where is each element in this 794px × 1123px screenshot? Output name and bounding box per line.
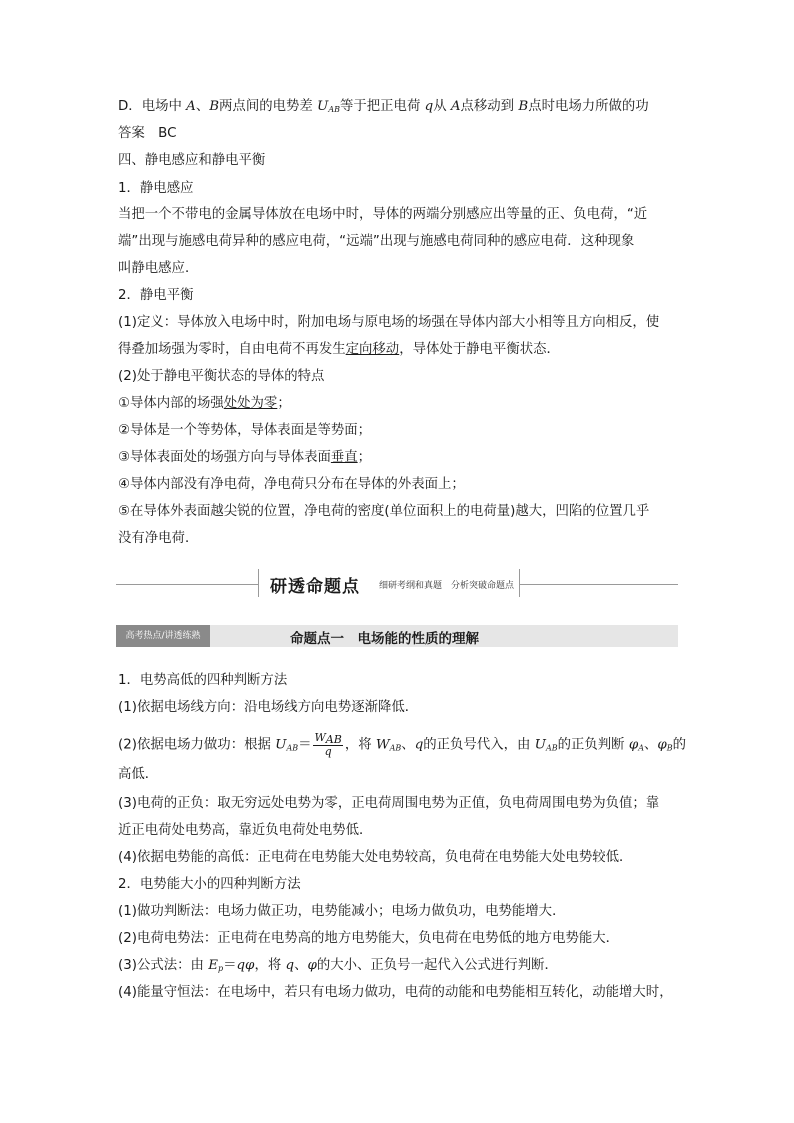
band-rule-left: [116, 584, 258, 585]
text: ；: [277, 396, 291, 411]
feature-item: [118, 449, 371, 467]
paragraph-line: (1)定义：导体放入电场中时，附加电场与原电场的场强在导体内部大小相等且方向相反，使: [118, 315, 660, 330]
method-item: (1)依据电场线方向：沿电场线方向电势逐渐降低．: [118, 700, 419, 715]
symbol-q: q: [424, 99, 434, 114]
text: ；: [357, 450, 372, 465]
point-a: A: [186, 99, 196, 114]
fraction-numerator: [313, 732, 342, 746]
point-b: B: [518, 99, 529, 114]
band-subtitle: 细研考纲和真题 分析突破命题点: [379, 581, 515, 591]
symbol-subscript: A: [638, 743, 644, 753]
text: 得叠加场强为零时，自由电荷不再发生: [118, 342, 346, 357]
topic-tag: 高考热点/讲透练熟: [116, 625, 210, 647]
underlined-term: 垂直: [330, 450, 358, 465]
text: 的: [672, 737, 687, 753]
symbol-q: q: [285, 958, 295, 973]
fraction: [313, 732, 342, 757]
subsection-heading: 1．静电感应: [118, 181, 194, 196]
method-item-cont: 高低．: [118, 767, 159, 782]
point-a: A: [450, 99, 461, 114]
underlined-term: 处处为零: [223, 396, 278, 411]
equals-sign: ＝: [298, 737, 312, 753]
symbol-u: U: [275, 737, 287, 753]
symbol-u: U: [317, 99, 329, 114]
text: ③导体表面处的场强方向与导体表面: [118, 450, 331, 465]
symbol-subscript: AB: [325, 733, 342, 746]
text: 、: [401, 737, 415, 753]
symbol-q-phi: qφ: [236, 958, 255, 973]
band-rule-right: [518, 584, 678, 585]
method-item: [118, 957, 558, 978]
method-item: [118, 732, 686, 758]
method-item: (4)能量守恒法：在电场中，若只有电场力做功，电荷的动能和电势能相互转化，动能增大时，: [118, 985, 673, 1000]
text: 两点间的电势差: [219, 99, 318, 114]
subsection-heading: 2．静电平衡: [118, 288, 194, 303]
method-item: (2)电荷电势法：正电荷在电势高的地方电势能大，负电荷在电势低的地方电势能大．: [118, 931, 620, 946]
text: 的正负判断: [557, 737, 629, 753]
method-item: (1)做功判断法：电场力做正功，电势能减小；电场力做负功，电势能增大．: [118, 904, 566, 919]
text: 的正负号代入，由: [423, 737, 535, 753]
text: ①导体内部的场强: [118, 396, 224, 411]
feature-item: ②导体是一个等势体，导体表面是等势面；: [118, 423, 372, 438]
option-d-prefix: D．电场中: [118, 99, 187, 114]
method-item: (3)电荷的正负：取无穷远处电势为零，正电荷周围电势为正值，负电荷周围电势为负值；靠: [118, 796, 660, 811]
text: 、: [644, 737, 658, 753]
feature-item: ④导体内部没有净电荷，净电荷只分布在导体的外表面上；: [118, 477, 465, 492]
symbol-subscript: B: [666, 743, 673, 753]
text: ，将: [344, 737, 376, 753]
symbol-u: U: [534, 737, 546, 753]
separator: 、: [195, 99, 210, 114]
text: ，导体处于静电平衡状态．: [399, 342, 560, 357]
method-heading: 1．电势高低的四种判断方法: [118, 673, 288, 688]
symbol-q: q: [414, 737, 424, 753]
text: 、: [294, 958, 308, 973]
section-heading: 四、静电感应和静电平衡: [118, 153, 266, 168]
paragraph-line: [118, 341, 560, 359]
topic-title: 命题点一 电场能的性质的理解: [290, 631, 479, 647]
method-heading: 2．电势能大小的四种判断方法: [118, 877, 301, 892]
fraction-denominator: q: [324, 745, 332, 758]
paragraph-line: 当把一个不带电的金属导体放在电场中时，导体的两端分别感应出等量的正、负电荷，“近: [118, 207, 648, 222]
band-title: 研透命题点: [270, 577, 360, 597]
text: 从: [433, 99, 451, 114]
text: 点时电场力所做的功: [528, 99, 649, 114]
method-item: (4)依据电势能的高低：正电荷在电势能大处电势较高，负电荷在电势能大处电势较低．: [118, 850, 633, 865]
symbol-phi: φ: [307, 958, 317, 973]
equals-sign: ＝: [223, 958, 237, 973]
symbol-w: W: [314, 731, 326, 744]
feature-item: [118, 395, 291, 413]
feature-item: ⑤在导体外表面越尖锐的位置，净电荷的密度(单位面积上的电荷量)越大，凹陷的位置几乎: [118, 504, 650, 519]
paragraph-line: 端”出现与施感电荷异种的感应电荷，“远端”出现与施感电荷同种的感应电荷．这种现象: [118, 234, 635, 249]
text: (3)公式法：由: [118, 958, 209, 973]
symbol-w: W: [375, 737, 390, 753]
symbol-subscript: AB: [389, 743, 402, 753]
paragraph-line: 叫静电感应．: [118, 261, 199, 276]
text: (2)依据电场力做功：根据: [118, 737, 276, 753]
answer: 答案 BC: [118, 126, 177, 141]
feature-item: 没有净电荷．: [118, 531, 199, 546]
paragraph-heading: (2)处于静电平衡状态的导体的特点: [118, 369, 325, 384]
symbol-phi: φ: [657, 737, 667, 753]
text: 等于把正电荷: [340, 99, 425, 114]
text: 的大小、正负号一起代入公式进行判断．: [316, 958, 558, 973]
symbol-u-subscript: AB: [328, 105, 340, 114]
point-b: B: [209, 99, 220, 114]
text: 点移动到: [460, 99, 519, 114]
underlined-term: 定向移动: [345, 342, 400, 357]
symbol-e: E: [208, 958, 218, 973]
symbol-subscript: AB: [286, 743, 299, 753]
symbol-subscript: p: [217, 964, 224, 973]
text: ，将: [254, 958, 286, 973]
option-d: [118, 98, 649, 119]
method-item-cont: 近正电荷处电势高，靠近负电荷处电势低．: [118, 823, 373, 838]
symbol-subscript: AB: [545, 743, 558, 753]
symbol-phi: φ: [628, 737, 639, 753]
